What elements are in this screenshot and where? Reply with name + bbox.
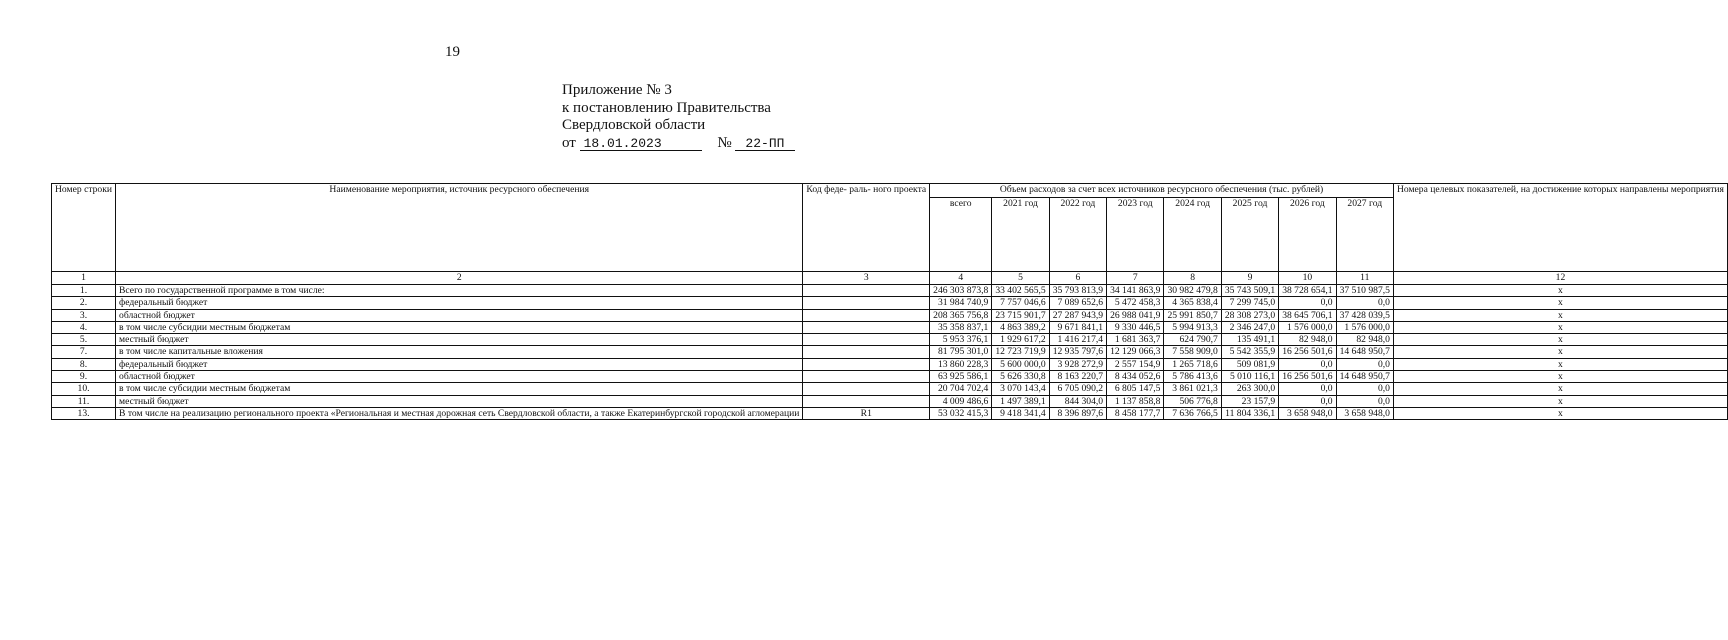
row-value-cell: 30 982 479,8 [1164, 285, 1221, 297]
row-value-cell: 38 645 706,1 [1279, 309, 1336, 321]
appendix-region-line: Свердловской области [562, 117, 706, 133]
row-value-cell: 0,0 [1279, 297, 1336, 309]
row-value-cell: 38 728 654,1 [1279, 285, 1336, 297]
row-target-cell: х [1393, 346, 1727, 358]
row-value-cell: 246 303 873,8 [930, 285, 992, 297]
column-index-cell: 3 [803, 272, 930, 285]
row-value-cell: 34 141 863,9 [1107, 285, 1164, 297]
row-number-cell: 13. [52, 407, 116, 419]
row-code-cell [803, 321, 930, 333]
row-number-cell: 7. [52, 346, 116, 358]
row-value-cell: 1 497 389,1 [992, 395, 1049, 407]
row-value-cell: 3 070 143,4 [992, 383, 1049, 395]
row-value-cell: 35 358 837,1 [930, 321, 992, 333]
header-row-number: Номер строки [52, 184, 116, 272]
row-value-cell: 5 953 376,1 [930, 334, 992, 346]
column-index-cell: 9 [1221, 272, 1278, 285]
row-value-cell: 7 558 909,0 [1164, 346, 1221, 358]
row-value-cell: 3 928 272,9 [1049, 358, 1106, 370]
header-project-code: Код феде- раль- ного проекта [803, 184, 930, 272]
row-value-cell: 0,0 [1279, 395, 1336, 407]
row-target-cell: х [1393, 334, 1727, 346]
table-row [52, 358, 1728, 370]
row-code-cell [803, 371, 930, 383]
row-value-cell: 35 743 509,1 [1221, 285, 1278, 297]
row-value-cell: 4 863 389,2 [992, 321, 1049, 333]
row-value-cell: 5 626 330,8 [992, 371, 1049, 383]
row-name-cell: областной бюджет [116, 309, 803, 321]
row-value-cell: 208 365 756,8 [930, 309, 992, 321]
row-value-cell: 7 636 766,5 [1164, 407, 1221, 419]
column-index-cell: 4 [930, 272, 992, 285]
header-total: всего [930, 198, 992, 272]
row-value-cell: 0,0 [1279, 358, 1336, 370]
row-value-cell: 6 805 147,5 [1107, 383, 1164, 395]
row-value-cell: 0,0 [1336, 395, 1393, 407]
row-number-cell: 3. [52, 309, 116, 321]
row-value-cell: 1 137 858,8 [1107, 395, 1164, 407]
header-target-indicators: Номера целевых показателей, на достижение которых направлены мероприятия [1393, 184, 1727, 272]
row-value-cell: 12 129 066,3 [1107, 346, 1164, 358]
row-value-cell: 1 416 217,4 [1049, 334, 1106, 346]
row-value-cell: 26 988 041,9 [1107, 309, 1164, 321]
row-value-cell: 8 396 897,6 [1049, 407, 1106, 419]
table-row [52, 285, 1728, 297]
row-value-cell: 1 265 718,6 [1164, 358, 1221, 370]
row-name-cell: областной бюджет [116, 371, 803, 383]
row-value-cell: 8 458 177,7 [1107, 407, 1164, 419]
row-value-cell: 82 948,0 [1279, 334, 1336, 346]
row-value-cell: 23 715 901,7 [992, 309, 1049, 321]
row-target-cell: х [1393, 395, 1727, 407]
row-target-cell: х [1393, 371, 1727, 383]
column-index-cell: 11 [1336, 272, 1393, 285]
row-code-cell [803, 297, 930, 309]
row-value-cell: 31 984 740,9 [930, 297, 992, 309]
row-value-cell: 2 346 247,0 [1221, 321, 1278, 333]
row-value-cell: 624 790,7 [1164, 334, 1221, 346]
row-value-cell: 14 648 950,7 [1336, 371, 1393, 383]
row-value-cell: 81 795 301,0 [930, 346, 992, 358]
row-value-cell: 12 935 797,6 [1049, 346, 1106, 358]
row-value-cell: 11 804 336,1 [1221, 407, 1278, 419]
row-value-cell: 8 163 220,7 [1049, 371, 1106, 383]
row-value-cell: 8 434 052,6 [1107, 371, 1164, 383]
row-code-cell: R1 [803, 407, 930, 419]
row-value-cell: 7 299 745,0 [1221, 297, 1278, 309]
row-value-cell: 13 860 228,3 [930, 358, 992, 370]
header-2025: 2025 год [1221, 198, 1278, 272]
row-code-cell [803, 395, 930, 407]
row-name-cell: Всего по государственной программе в том числе: [116, 285, 803, 297]
row-name-cell: федеральный бюджет [116, 358, 803, 370]
row-value-cell: 5 600 000,0 [992, 358, 1049, 370]
row-value-cell: 37 428 039,5 [1336, 309, 1393, 321]
row-value-cell: 1 681 363,7 [1107, 334, 1164, 346]
row-value-cell: 6 705 090,2 [1049, 383, 1106, 395]
row-name-cell: местный бюджет [116, 334, 803, 346]
appendix-title: Приложение № 3 [562, 82, 672, 98]
row-value-cell: 33 402 565,5 [992, 285, 1049, 297]
header-2026: 2026 год [1279, 198, 1336, 272]
row-value-cell: 37 510 987,5 [1336, 285, 1393, 297]
row-value-cell: 3 658 948,0 [1279, 407, 1336, 419]
table-row [52, 309, 1728, 321]
page-number: 19 [445, 44, 460, 60]
row-value-cell: 9 418 341,4 [992, 407, 1049, 419]
row-code-cell [803, 309, 930, 321]
row-value-cell: 20 704 702,4 [930, 383, 992, 395]
column-index-cell: 2 [116, 272, 803, 285]
row-value-cell: 0,0 [1279, 383, 1336, 395]
column-index-cell: 10 [1279, 272, 1336, 285]
row-value-cell: 25 991 850,7 [1164, 309, 1221, 321]
header-expenditure-group: Объем расходов за счет всех источников ресурсного обеспечения (тыс. рублей) [930, 184, 1394, 198]
table-row [52, 346, 1728, 358]
row-code-cell [803, 358, 930, 370]
row-value-cell: 7 757 046,6 [992, 297, 1049, 309]
row-value-cell: 9 330 446,5 [1107, 321, 1164, 333]
row-value-cell: 5 994 913,3 [1164, 321, 1221, 333]
row-value-cell: 0,0 [1336, 358, 1393, 370]
date-prefix: от [562, 134, 576, 151]
row-target-cell: х [1393, 358, 1727, 370]
column-index-cell: 5 [992, 272, 1049, 285]
row-number-cell: 5. [52, 334, 116, 346]
header-2021: 2021 год [992, 198, 1049, 272]
row-number-cell: 9. [52, 371, 116, 383]
row-value-cell: 263 300,0 [1221, 383, 1278, 395]
header-2027: 2027 год [1336, 198, 1393, 272]
column-index-cell: 1 [52, 272, 116, 285]
row-value-cell: 9 671 841,1 [1049, 321, 1106, 333]
row-target-cell: х [1393, 285, 1727, 297]
row-value-cell: 23 157,9 [1221, 395, 1278, 407]
row-code-cell [803, 383, 930, 395]
expenditure-table [51, 183, 1728, 420]
row-value-cell: 82 948,0 [1336, 334, 1393, 346]
row-value-cell: 1 576 000,0 [1336, 321, 1393, 333]
row-value-cell: 0,0 [1336, 383, 1393, 395]
header-name: Наименование мероприятия, источник ресурсного обеспечения [116, 184, 803, 272]
decree-number: 22-ПП [735, 137, 795, 151]
row-value-cell: 5 542 355,9 [1221, 346, 1278, 358]
row-name-cell: в том числе капитальные вложения [116, 346, 803, 358]
column-index-cell: 7 [1107, 272, 1164, 285]
row-target-cell: х [1393, 321, 1727, 333]
row-number-cell: 2. [52, 297, 116, 309]
row-value-cell: 4 009 486,6 [930, 395, 992, 407]
table-row [52, 334, 1728, 346]
row-value-cell: 35 793 813,9 [1049, 285, 1106, 297]
row-value-cell: 3 658 948,0 [1336, 407, 1393, 419]
row-value-cell: 5 472 458,3 [1107, 297, 1164, 309]
row-number-cell: 1. [52, 285, 116, 297]
row-value-cell: 2 557 154,9 [1107, 358, 1164, 370]
row-value-cell: 3 861 021,3 [1164, 383, 1221, 395]
table-row [52, 383, 1728, 395]
row-number-cell: 10. [52, 383, 116, 395]
row-name-cell: федеральный бюджет [116, 297, 803, 309]
row-target-cell: х [1393, 297, 1727, 309]
row-code-cell [803, 346, 930, 358]
column-index-cell: 12 [1393, 272, 1727, 285]
table-row [52, 321, 1728, 333]
row-name-cell: в том числе субсидии местным бюджетам [116, 383, 803, 395]
row-value-cell: 4 365 838,4 [1164, 297, 1221, 309]
header-2023: 2023 год [1107, 198, 1164, 272]
row-value-cell: 14 648 950,7 [1336, 346, 1393, 358]
row-value-cell: 5 010 116,1 [1221, 371, 1278, 383]
row-name-cell: местный бюджет [116, 395, 803, 407]
row-code-cell [803, 285, 930, 297]
column-index-cell: 6 [1049, 272, 1106, 285]
row-value-cell: 844 304,0 [1049, 395, 1106, 407]
row-value-cell: 16 256 501,6 [1279, 346, 1336, 358]
row-number-cell: 4. [52, 321, 116, 333]
decree-date: 18.01.2023 [580, 137, 702, 151]
row-number-cell: 8. [52, 358, 116, 370]
row-name-cell: в том числе субсидии местным бюджетам [116, 321, 803, 333]
column-index-cell: 8 [1164, 272, 1221, 285]
column-index-row [52, 272, 1728, 285]
header-2022: 2022 год [1049, 198, 1106, 272]
row-value-cell: 16 256 501,6 [1279, 371, 1336, 383]
row-target-cell: х [1393, 407, 1727, 419]
row-target-cell: х [1393, 309, 1727, 321]
row-value-cell: 7 089 652,6 [1049, 297, 1106, 309]
table-row [52, 297, 1728, 309]
row-value-cell: 506 776,8 [1164, 395, 1221, 407]
row-number-cell: 11. [52, 395, 116, 407]
row-value-cell: 63 925 586,1 [930, 371, 992, 383]
row-code-cell [803, 334, 930, 346]
row-value-cell: 28 308 273,0 [1221, 309, 1278, 321]
row-name-cell: В том числе на реализацию регионального проекта «Региональная и местная дорожная сеть Свердловской области, а также Екатеринбургской городской агломерации [116, 407, 803, 419]
row-target-cell: х [1393, 383, 1727, 395]
table-row [52, 395, 1728, 407]
appendix-header [562, 82, 795, 152]
row-value-cell: 1 929 617,2 [992, 334, 1049, 346]
row-value-cell: 0,0 [1336, 297, 1393, 309]
row-value-cell: 1 576 000,0 [1279, 321, 1336, 333]
row-value-cell: 27 287 943,9 [1049, 309, 1106, 321]
row-value-cell: 12 723 719,9 [992, 346, 1049, 358]
table-row [52, 407, 1728, 419]
table-row [52, 371, 1728, 383]
row-value-cell: 5 786 413,6 [1164, 371, 1221, 383]
row-value-cell: 135 491,1 [1221, 334, 1278, 346]
header-2024: 2024 год [1164, 198, 1221, 272]
row-value-cell: 53 032 415,3 [930, 407, 992, 419]
row-value-cell: 509 081,9 [1221, 358, 1278, 370]
appendix-date-line [562, 135, 795, 153]
appendix-decree-line: к постановлению Правительства [562, 99, 771, 116]
number-prefix: № [717, 134, 732, 151]
